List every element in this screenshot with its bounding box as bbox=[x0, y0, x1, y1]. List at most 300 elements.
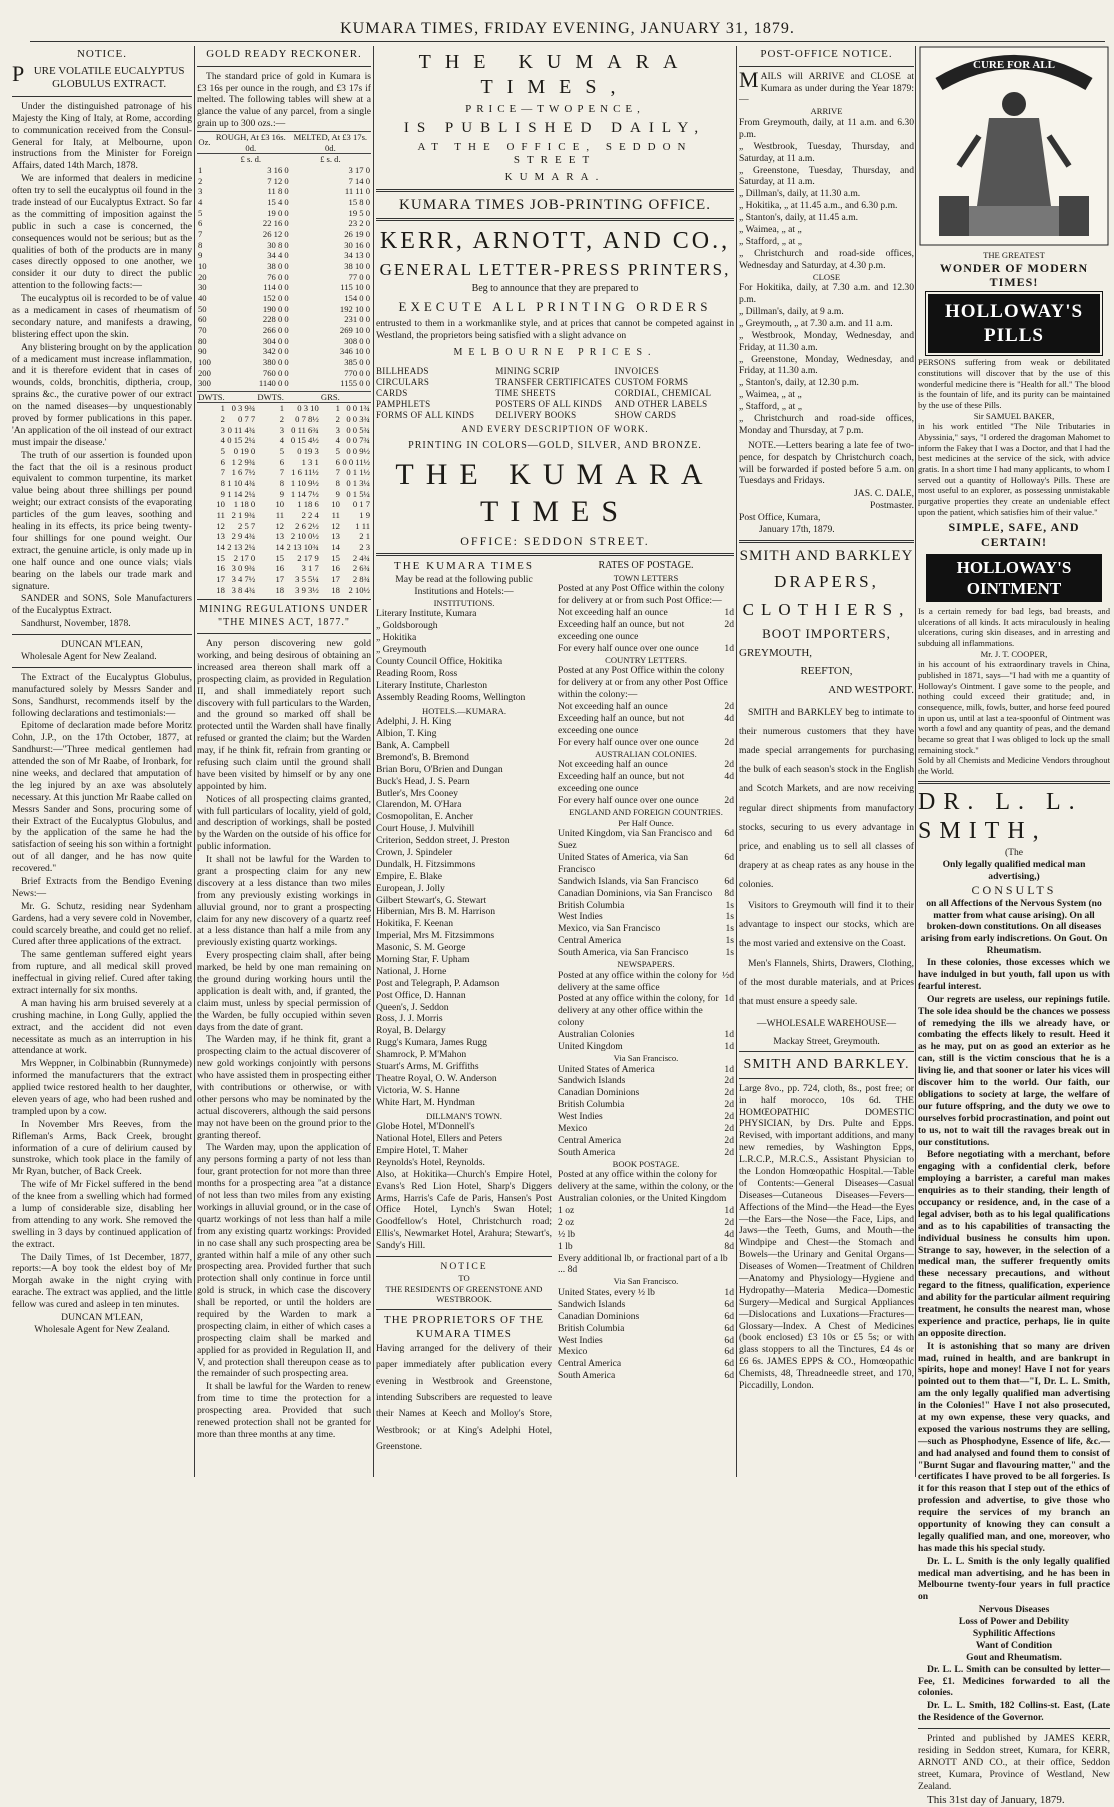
table-cell: 38 10 0 bbox=[344, 260, 370, 271]
rate-label: ½ lb bbox=[558, 1228, 576, 1240]
table-cell: 4 bbox=[335, 435, 340, 446]
table-cell: 7 bbox=[220, 467, 225, 478]
rate-row bbox=[558, 923, 734, 935]
table-cell: 14 bbox=[216, 542, 225, 553]
job-printing-title: KUMARA TIMES JOB-PRINTING OFFICE. bbox=[399, 196, 711, 213]
table-cell: 14 bbox=[331, 542, 340, 553]
rate-value: 8d bbox=[724, 1240, 734, 1252]
dwts-table: DWTS. DWTS. GRS. 1 0 3 9¾ 1 0 3 10 1 0 0 1¾ 2 0 7 7 2 0 7 8½ 2 0 0 3¾ 3 0 11 4¾ 3 0 11 6¾ 3 0 0 5¾ 4 0 15 2¼ 4 0 15 4½ 4 0 0 7¾ 5 0 19 0 5 0 19 3 5 0 0 9½ 6 1 2 9¾ 6 1 3 1 6 0 0 11½ 7 1 6 7½ 7 1 6 11½ 7 0 1 1½ 8 1 10 4¾ 8 1 10 9½ 8 0 1 3¼ 9 1 14 2¼ 9 1 14 7½ 9 0 1 5¼ 10 1 18 0 10 1 18 6 10 0 1 7 11 2 1 9¾ 11 2 2 4 11 1 9 12 2 5 7 12 2 6 2½ 12 1 11 13 2 9 4¾ 13 2 10 0½ 13 2 1 14 2 13 2¼ 14 2 13 10¾ 14 2 3 15 2 17 0 15 2 17 9 15 2 4¾ 16 3 0 9¾ 16 3 1 7 16 2 6¾ 17 3 4 7½ 17 3 5 5¼ 17 2 8¾ 18 3 8 4¾ 18 3 9 3½ 18 2 10½ bbox=[198, 391, 370, 595]
table-cell: 22 16 0 bbox=[262, 218, 289, 229]
table-cell: 0 15 2¼ bbox=[227, 435, 256, 446]
rate-row bbox=[558, 1358, 734, 1370]
list-item: Dundalk, H. Fitzsimmons bbox=[376, 858, 476, 870]
rate-label: Mexico bbox=[558, 1122, 588, 1134]
table-cell: 60 bbox=[198, 314, 207, 325]
rate-row bbox=[558, 643, 734, 655]
job-item: CARDS bbox=[376, 388, 408, 399]
list-item: „ Stanton's, daily, at 12.30 p.m. bbox=[739, 377, 859, 389]
simple-safe-heading: SIMPLE, SAFE, AND CERTAIN! bbox=[948, 520, 1080, 550]
table-cell: 2 5 7 bbox=[238, 520, 256, 531]
list-item: Shamrock, P. M'Mahon bbox=[376, 1049, 467, 1061]
rate-label: Canadian Dominions bbox=[558, 1310, 640, 1322]
list-item: Literary Institute, Charleston bbox=[376, 679, 488, 691]
rate-row bbox=[558, 970, 734, 994]
table-cell: 9 bbox=[198, 250, 203, 261]
list-item: Cosmopolitan, E. Ancher bbox=[376, 811, 473, 823]
table-cell: 34 13 0 bbox=[344, 250, 370, 261]
rate-label: South America bbox=[558, 1370, 616, 1382]
list-item: „ Westbrook, Tuesday, Thursday, and Saturday, at 11 a.m. bbox=[739, 140, 914, 164]
table-cell: 0 7 8½ bbox=[295, 414, 319, 425]
list-item: For Hokitika, daily, at 7.30 a.m. and 12.30 p.m. bbox=[739, 282, 914, 306]
table-cell: 190 0 0 bbox=[262, 303, 289, 314]
list-item: „ Dillman's, daily, at 11.30 a.m. bbox=[739, 188, 861, 200]
wonder-heading: WONDER OF MODERN TIMES! bbox=[939, 260, 1089, 290]
table-row bbox=[197, 197, 371, 208]
list-item: Empire Hotel, T. Maher bbox=[376, 1145, 468, 1157]
table-cell: 7 12 0 bbox=[267, 175, 289, 186]
rate-row bbox=[558, 1299, 734, 1311]
rate-row bbox=[558, 1229, 734, 1241]
job-item: TRANSFER CERTIFICATES bbox=[495, 376, 611, 387]
holloways-ointment-banner: HOLLOWAY'S OINTMENT bbox=[926, 554, 1102, 602]
list-item: Theatre Royal, O. W. Anderson bbox=[376, 1072, 497, 1084]
kumara-times-big: THE KUMARA TIMES bbox=[395, 458, 715, 529]
table-row bbox=[197, 282, 371, 293]
table-cell: 2 17 0 bbox=[233, 552, 256, 563]
table-cell: 0 19 3 bbox=[297, 446, 319, 457]
table-cell: 2 3 bbox=[359, 542, 370, 553]
table-row bbox=[197, 563, 371, 574]
list-item: „ Hokitika, „ at 11.45 a.m., and 6.30 p.m. bbox=[739, 200, 898, 212]
printers-title: GENERAL LETTER-PRESS PRINTERS, bbox=[379, 260, 731, 280]
table-row bbox=[197, 250, 371, 261]
column-rule bbox=[373, 46, 374, 1477]
list-item: „ Westbrook, Monday, Wednesday, and Friday, at 11.30 a.m. bbox=[739, 329, 914, 353]
list-item: Empire, E. Blake bbox=[376, 870, 443, 882]
rate-value: 2d bbox=[724, 1099, 734, 1111]
paragraph: We are informed that dealers in medicine often try to sell the eucalyptus oil found in the trade instead of our Eucalyptus Extract. So far as the committing of imposition against the public in such a case is concerned, the consequences would not be serious; but as the qualities of both of the products are in many cases directly opposed to one another, we consider it our duty to direct the public attention to the following facts:— bbox=[12, 173, 192, 292]
rate-value: 2d bbox=[724, 1146, 734, 1158]
table-cell: 19 0 0 bbox=[267, 207, 289, 218]
table-cell: 2 10½ bbox=[348, 584, 370, 595]
table-cell: 2 8¾ bbox=[352, 573, 370, 584]
table-cell: 2 bbox=[198, 175, 203, 186]
paragraph: entrusted to them in a workmanlike style, and at prices that cannot be competed against in Westland, the proprietors being satisfied with a slight advance on bbox=[376, 317, 734, 341]
rate-label: British Columbia bbox=[558, 1099, 625, 1111]
rate-label: Not exceeding half an ounce bbox=[558, 759, 668, 771]
list-item: Bank, A. Campbell bbox=[376, 739, 450, 751]
table-row bbox=[197, 346, 371, 357]
paragraph: Mrs Weppner, in Colbinabbin (Runnymede) informed the manufacturers that the extract applied twice restored health to her daughter, eleven years of age, who had been rushed and trampled upon by a cow. bbox=[12, 1058, 192, 1117]
rate-row bbox=[558, 1335, 734, 1347]
table-cell: 3 bbox=[198, 186, 203, 197]
rate-value: 8d bbox=[724, 887, 734, 899]
table-cell: 0 1 5¼ bbox=[346, 488, 370, 499]
table-cell: 1 10 4¾ bbox=[227, 478, 256, 489]
table-cell: 0 0 9½ bbox=[346, 446, 370, 457]
rate-row bbox=[558, 759, 734, 771]
rate-label: United Kingdom, via San Francisco and Suez bbox=[558, 828, 713, 852]
table-cell: 9 bbox=[335, 488, 340, 499]
list-item: National, J. Horne bbox=[376, 965, 447, 977]
rate-row bbox=[558, 1111, 734, 1123]
table-cell: 4 bbox=[220, 435, 225, 446]
rate-value: 1d bbox=[724, 1029, 734, 1041]
table-row bbox=[197, 165, 371, 176]
table-row bbox=[197, 521, 371, 532]
table-row bbox=[197, 336, 371, 347]
rate-row bbox=[558, 1075, 734, 1087]
job-item: DELIVERY BOOKS bbox=[495, 410, 577, 421]
rate-row bbox=[558, 737, 734, 749]
table-cell: 10 bbox=[198, 260, 207, 271]
table-row bbox=[197, 446, 371, 457]
column-eucalyptus bbox=[12, 46, 192, 1479]
table-cell: 5 bbox=[335, 446, 340, 457]
table-cell: 50 bbox=[198, 303, 207, 314]
rate-value: 1d bbox=[724, 1204, 734, 1216]
table-cell: 77 0 0 bbox=[348, 271, 370, 282]
list-item: County Council Office, Hokitika bbox=[376, 655, 503, 667]
table-row bbox=[197, 368, 371, 379]
rate-label: For every half ounce over one ounce bbox=[558, 736, 699, 748]
table-cell: 90 bbox=[198, 346, 207, 357]
town: KUMARA. bbox=[504, 171, 606, 184]
table-cell: 1 10 9½ bbox=[290, 478, 319, 489]
table-cell: 6 bbox=[198, 218, 203, 229]
list-item: Hibernian, Mrs B. M. Harrison bbox=[376, 906, 496, 918]
table-cell: 231 0 0 bbox=[344, 314, 370, 325]
paragraph: The eucalyptus oil is recorded to be of value as a medicament in cases of rheumatism of secondary nature, and manifests a drawing, blistering effect upon the skin. bbox=[12, 293, 192, 340]
paragraph: Any person discovering new gold working, and being desirous of obtaining an increased area thereon shall mark off a prospecting claim, as provided in Regulation II, and shall immediately report such discovery with full particulars to the Warden, and the ground so marked off shall be protected until the Warden shall have finally refused or granted the claim; but the Warden may, if he think fit, refrain from granting or refusing such claim until the ground shall have been visited by himself or by any one appointed by him. bbox=[197, 638, 371, 792]
rates-of-postage: RATES OF POSTAGE. TOWN LETTERS Posted at any Post Office within the colony for delivery at or from such Post Office:— Not exceeding half an ounce 1d Exceeding half an ounce, but not exceeding one ounce 2d For every half ounce over one ounce 1d COUNTRY LETTERS. Posted at any Post Office within the colony for delivery at or from any other Post Office within the colony:— Not exceeding half an ounce 2d Exceeding half an ounce, but not exceeding one ounce 4d For every half ounce over one ounce 2d AUSTRALIAN COLONIES. Not exceeding half an ounce 2d Exceeding half an ounce, but not exceeding one ounce 4d For every half ounce over one ounce 2d ENGLAND AND FOREIGN COUNTRIES. Per Half Ounce. United Kingdom, via San Francisco and Suez 6d United States of America, via San Francisco 6d Sandwich Islands, via San Francisco 6d Canadian Dominions, via San Francisco 8d British Columbia 1s West Indies 1s Mexico, via San Francisco 1s Central America 1s South America, via San Francisco 1s NEWSPAPERS. Posted at any office within the colony for delivery at the same office ½d Posted at any office within the colony, for delivery at any other office within the colony 1d Australian Colonies 1d United Kingdom 1d Via San Francisco. United States of America 1d Sandwich Islands 2d Canadian Dominions 2d British Columbia 2d West Indies 2d Mexico 2d Central America 2d South America 2d BOOK POSTAGE. Posted at any office within the colony for delivery at the same, within the colony, or the Australian colonies, or the United Kingdom 1 oz 1d 2 oz 2d ½ lb 4d 1 lb 8d Every additional lb, or fractional part of a lb ... 8d Via San Francisco. United States, every ½ lb 1d Sandwich Islands 6d Canadian Dominions 6d British Columbia 6d West Indies 6d Mexico 6d Central America 6d South America 6d bbox=[558, 560, 734, 1382]
table-cell: 0 0 3¾ bbox=[346, 414, 370, 425]
table-cell: 5 bbox=[198, 207, 203, 218]
table-row bbox=[197, 510, 371, 521]
holloway-illustration bbox=[918, 46, 1110, 246]
table-row bbox=[197, 467, 371, 478]
smith-barkley-title: SMITH AND BARKLEY bbox=[739, 547, 914, 564]
list-item: Court House, J. Mulvihill bbox=[376, 823, 475, 835]
table-cell: 0 15 4½ bbox=[290, 435, 319, 446]
table-cell: 0 0 1¾ bbox=[346, 403, 370, 414]
table-cell: 300 bbox=[198, 378, 211, 389]
rate-row bbox=[558, 1135, 734, 1147]
paragraph: The Warden may, upon the application of any persons forming a party of not less than four, grant protection for not more than three months for a prospecting area "at a distance of not less than two miles from any existing workings in alluvial ground, or in the case of quartz workings of not less than half a mile from any existing quartz workings: Provided in no case shall any such prospecting area be granted within half a mile of any other such prospecting area. Provided further that such protection shall only continue in force until gold is struck, in which case the discovery shall be reported, or until the holders are required by the Warden to mark a prospecting claim, in either of which cases a prospecting claim shall be marked and applied for as provided in Regulation II, and V, and protection shall thereupon cease as to the remainder of such prospecting area. bbox=[197, 1142, 371, 1380]
table-row bbox=[197, 378, 371, 389]
table-cell: 0 0 5¾ bbox=[346, 424, 370, 435]
table-cell: 11 11 0 bbox=[344, 186, 370, 197]
rate-row bbox=[558, 1323, 734, 1335]
list-item: Queen's, J. Seddon bbox=[376, 1001, 449, 1013]
job-item: PAMPHLETS bbox=[376, 399, 431, 410]
rate-value: 6d bbox=[724, 1346, 734, 1358]
table-row bbox=[197, 272, 371, 283]
paper-title: THE KUMARA TIMES, bbox=[418, 51, 692, 98]
list-item: Loss of Power and Debility bbox=[958, 1616, 1070, 1628]
table-cell: 30 bbox=[198, 282, 207, 293]
table-cell: 14 bbox=[275, 542, 285, 553]
table-cell: 1 11 bbox=[355, 520, 370, 531]
list-item: Buck's Head, J. S. Pearn bbox=[376, 775, 470, 787]
table-row bbox=[197, 542, 371, 553]
rate-label: 1 oz bbox=[558, 1204, 575, 1216]
holloways-pills-banner: HOLLOWAY'S PILLS bbox=[928, 294, 1100, 353]
table-cell: 13 bbox=[275, 531, 285, 542]
rate-label: British Columbia bbox=[558, 1322, 625, 1334]
list-item: Butler's, Mrs Cooney bbox=[376, 787, 458, 799]
column-post-office: POST-OFFICE NOTICE. MAILS will ARRIVE and CLOSE at Kumara as under during the Year 1879:— ARRIVE From Greymouth, daily, at 11 a.m. and 6.30 p.m. „ Westbrook, Tuesday, Thursday, and Saturday, at 11 a.m. „ Greenstone, Tuesday, Thursday, and Saturday, at 11 a.m. „ Dillman's, daily, at 11.30 a.m. „ Hokitika, „ at 11.45 a.m., and 6.30 p.m. „ Stanton's, daily, at 11.45 a.m. „ Waimea, „ at „ „ Stafford, „ at „ „ Christchurch and road-side offices, Wednesday and Saturday, at 4.30 p.m. CLOSE For Hokitika, daily, at 7.30 a.m. and 12.30 p.m. „ Dillman's, daily, at 9 a.m. „ Greymouth, „ at 7.30 a.m. and 11 a.m. „ Westbrook, Monday, Wednesday, and Friday, at 11.30 a.m. „ Greenstone, Monday, Wednesday, and Friday, at 11.30 a.m. „ Stanton's, daily, at 12.30 p.m. „ Waimea, „ at „ „ Stafford, „ at „ „ Christchurch and road-side offices, Monday and Thursday, at 7 p.m. NOTE.—Letters bearing a late fee of two-pence, for despatch by Christchurch coach, will be forwarded if posted before 5 a.m. on Tuesdays and Fridays. JAS. C. DALE, Postmaster. Post Office, Kumara, January 17th, 1879. SMITH AND BARKLEY DRAPERS, CLOTHIERS, BOOT IMPORTERS, GREYMOUTH, REEFTON, AND WESTPORT. SMITH and BARKLEY beg to intimate to their numerous customers that they have made special arrangements for purchasing the bulk of each season's stock in the English and Scotch Markets, and are now receiving regular direct shipments from manufactory stocks, securing to us every advantage in price, and enabling us to sell all classes of drapery at as cheap rates as any house in the colonies. Visitors to Greymouth will find it to their advantage to inspect our stocks, which are the most varied and extensive on the Coast. Men's Flannels, Shirts, Drawers, Clothing, of the most durable materials, and at Prices that must ensure a speedy sale. —WHOLESALE WAREHOUSE— Mackay Street, Greymouth. SMITH AND BARKLEY. Large 8vo., pp. 724, cloth, 8s., post free; or in half morocco, 10s 6d. THE HOMŒOPATHIC DOMESTIC PHYSICIAN, by Drs. Pulte and Epps. Revised, with important additions, and many new remedies, by Washington Epps, L.R.C.P., M.R.C.S., Assistant Physician to the London Homœopathic Hospital.—Table of Contents:—General Diseases—Casual Diseases—Cutaneous Diseases—Fevers—Affections of the Mind—the Head—the Eyes—the Ears—the Nose—the Face, Lips, and Jaws—the Teeth, Gums, and Mouth—the Windpipe and Chest—the Stomach and Bowels—the Urinary and Genital Organs—Diseases of Women—Treatment of Children—Anatomy and Physiology—Hygiene and Hydropathy—Materia Medica—Domestic Surgery—Medical and Surgical Appliances—Dislocations and Luxations—Fractures—Glossary—Index. A Chest of Medicines (book enclosed) £3 10s or £5 5s; or with glass stoppers to all the Tinctures, £4 4s or £6 6s. JAMES EPPS & CO., Homœopathic Chemists, 48, Threadneedle street, and 170, Piccadilly, London. bbox=[739, 48, 914, 1392]
cure-banner: CURE FOR ALL bbox=[973, 59, 1055, 71]
table-row bbox=[197, 531, 371, 542]
rate-row bbox=[558, 888, 734, 900]
table-cell: 0 0 11½ bbox=[342, 456, 370, 467]
list-item: White Hart, M. Hyndman bbox=[376, 1096, 475, 1108]
table-cell: 19 5 0 bbox=[348, 207, 370, 218]
list-item: „ Stanton's, daily, at 11.45 a.m. bbox=[739, 212, 859, 224]
column-rule bbox=[915, 46, 916, 1477]
rate-label: Sandwich Islands, via San Francisco bbox=[558, 875, 699, 887]
rate-row bbox=[558, 1041, 734, 1053]
rate-row bbox=[558, 1099, 734, 1111]
rate-value: 1d bbox=[724, 1286, 734, 1298]
table-cell: 154 0 0 bbox=[344, 292, 370, 303]
table-cell: 3 8 4¾ bbox=[231, 584, 256, 595]
rate-value: 6d bbox=[724, 1322, 734, 1334]
rate-value: 2d bbox=[724, 1111, 734, 1123]
table-cell: 1 bbox=[279, 403, 285, 414]
office-address: AT THE OFFICE, SEDDON STREET bbox=[417, 140, 693, 167]
table-cell: 12 bbox=[275, 520, 285, 531]
job-list bbox=[376, 366, 734, 422]
table-cell: 15 bbox=[275, 552, 285, 563]
table-cell: 12 bbox=[331, 520, 340, 531]
rate-row bbox=[558, 619, 734, 643]
table-cell: 100 bbox=[198, 356, 211, 367]
table-cell: 6 bbox=[279, 456, 285, 467]
table-cell: 3 16 0 bbox=[267, 165, 289, 176]
table-row bbox=[197, 585, 371, 596]
paragraph: The truth of our assertion is founded upon the fact that the oil is a resinous product equivalent to common turpentine, its market value being about three shillings per pound weight; our extract consists of the evaporating particles of the gum leaves, soothing and healing in its effects, its price being twenty-four shillings for one pound weight. Our extract, the genuine article, is only made up in one half ounce and one ounce vials; vials bearing on the labels our trade mark and signature. bbox=[12, 449, 192, 592]
paragraph: SANDER and SONS, Sole Manufacturers of the Eucalyptus Extract. bbox=[12, 593, 192, 617]
job-item: SHOW CARDS bbox=[614, 410, 677, 421]
rate-label: Sandwich Islands bbox=[558, 1298, 626, 1310]
table-cell: 269 10 0 bbox=[339, 324, 370, 335]
paragraph: Sandhurst, November, 1878. bbox=[21, 618, 131, 630]
rate-value: 1d bbox=[724, 607, 734, 619]
table-cell: 18 bbox=[275, 584, 285, 595]
list-item: Brian Boru, O'Brien and Dungan bbox=[376, 763, 503, 775]
table-cell: 16 bbox=[275, 563, 285, 574]
dateline: This 31st day of January, 1879. bbox=[927, 1793, 1065, 1806]
table-cell: 2 bbox=[220, 414, 225, 425]
job-item: INVOICES bbox=[614, 365, 660, 376]
table-row bbox=[197, 261, 371, 272]
table-cell: 10 bbox=[216, 499, 225, 510]
rate-value: 1d bbox=[724, 1063, 734, 1075]
signature: DUNCAN M'LEAN, bbox=[61, 1312, 143, 1324]
table-row bbox=[197, 229, 371, 240]
table-cell: 5 bbox=[220, 446, 225, 457]
table-cell: 2 9 4¾ bbox=[231, 531, 256, 542]
table-cell: 9 bbox=[279, 488, 285, 499]
read-at-list: THE KUMARA TIMES May be read at the following public Institutions and Hotels:— INSTITUTIONS. Literary Institute, Kumara „ Goldsborough „ Hokitika „ Greymouth County Council Office, Hokitika Reading Room, Ross Literary Institute, Charleston Assembly Reading Rooms, Wellington HOTELS.—KUMARA. Adelphi, J. H. King Albion, T. King Bank, A. Campbell Bremond's, B. Bremond Brian Boru, O'Brien and Dungan Buck's Head, J. S. Pearn Butler's, Mrs Cooney Clarendon, M. O'Hara Cosmopolitan, E. Ancher Court House, J. Mulvihill Criterion, Seddon street, J. Preston Crown, J. Spindeler Dundalk, H. Fitzsimmons Empire, E. Blake European, J. Jolly Gilbert Stewart's, G. Stewart Hibernian, Mrs B. M. Harrison Hokitika, F. Keenan Imperial, Mrs M. Fitzsimmons Masonic, S. M. George Morning Star, F. Upham National, J. Horne Post and Telegraph, P. Adamson Post Office, D. Hannan Queen's, J. Seddon Ross, J. J. Morris Royal, B. Delargy Rugg's Kumara, James Rugg Shamrock, P. M'Mahon Stuart's Arms, M. Griffiths Theatre Royal, O. W. Anderson Victoria, W. S. Hanne White Hart, M. Hyndman DILLMAN'S TOWN. Globe Hotel, M'Donnell's National Hotel, Ellers and Peters Empire Hotel, T. Maher Reynolds's Hotel, Reynolds. Also, at Hokitika—Church's Empire Hotel, Evans's Red Lion Hotel, Sharp's Diggers Arms, Harris's Cafe de Paris, Hansen's Post Office Hotel, Lynch's Swan Hotel; Goodfellow's Hotel, Christchurch road; Ellis's, Newmarket Hotel, Arahura; Stewart's, Sandy's Hill. NOTICE TO THE RESIDENTS OF GREENSTONE AND WESTBROOK. THE PROPRIETORS OF THE KUMARA TIMES Having arranged for the delivery of their paper immediately after publication every evening in Westbrook and Greenstone, intending Subscribers are requested to leave their Names at Keech and Molloy's Store, Westbrook; or at King's Adelphi Hotel, Greenstone. bbox=[376, 560, 552, 1452]
paragraph: Brief Extracts from the Bendigo Evening News:— bbox=[12, 875, 192, 899]
job-item: CORDIAL, CHEMICAL bbox=[614, 388, 712, 399]
list-item: „ Hokitika bbox=[376, 632, 417, 644]
column-rule bbox=[736, 46, 737, 1477]
rate-label: Exceeding half an ounce, but not exceeding one ounce bbox=[558, 712, 685, 736]
table-cell: 0 19 0 bbox=[233, 446, 256, 457]
rate-label: United States of America bbox=[558, 1063, 655, 1075]
rate-row bbox=[558, 1241, 734, 1253]
rate-row bbox=[558, 1123, 734, 1135]
rate-value: 1s bbox=[725, 911, 734, 923]
table-cell: 6 bbox=[220, 456, 225, 467]
table-cell: 10 bbox=[275, 499, 285, 510]
rate-label: Central America bbox=[558, 1134, 622, 1146]
rate-label: Sandwich Islands bbox=[558, 1075, 626, 1087]
paragraph: Any blistering brought on by the application of a medicament must increase inflammation, and it is therefore evident that in cases of wounds, colds, bronchitis, diptheria, croup, sprains &c., the curative power of our extract on the named diseases—by unquestionably proved by former publications in this paper. 'An application of the oil instead of our extract must impair the disease.' bbox=[12, 341, 192, 448]
rate-row bbox=[558, 771, 734, 795]
rate-row bbox=[558, 935, 734, 947]
list-item: Literary Institute, Kumara bbox=[376, 608, 477, 620]
melbourne-prices: MELBOURNE PRICES. bbox=[453, 347, 657, 359]
table-cell: 1 14 2¼ bbox=[227, 488, 256, 499]
table-cell: 30 16 0 bbox=[344, 239, 370, 250]
table-cell: 3 bbox=[279, 424, 285, 435]
table-cell: 2 6¾ bbox=[352, 563, 370, 574]
table-cell: 38 0 0 bbox=[267, 260, 289, 271]
list-item: „ Greenstone, Monday, Wednesday, and Friday, at 11.30 a.m. bbox=[739, 353, 914, 377]
job-item: CUSTOM FORMS bbox=[614, 376, 689, 387]
list-item: Post Office, D. Hannan bbox=[376, 989, 466, 1001]
rate-row bbox=[558, 795, 734, 807]
rate-row bbox=[558, 1311, 734, 1323]
table-cell: 2 bbox=[279, 414, 285, 425]
rate-label: United States of America, via San Francisco bbox=[558, 851, 689, 875]
list-item: Rugg's Kumara, James Rugg bbox=[376, 1037, 487, 1049]
table-cell: 0 1 1½ bbox=[346, 467, 370, 478]
table-cell: 7 bbox=[335, 467, 340, 478]
paragraph: The same gentleman suffered eight years from rupture, and all medical skill proved ineffectual in giving relief. Cured after taking extract internally for six months. bbox=[12, 949, 192, 996]
list-item: „ Christchurch and road-side offices, Wednesday and Saturday, at 4.30 p.m. bbox=[739, 247, 914, 271]
column-rule bbox=[194, 46, 195, 1477]
table-cell: 1 bbox=[220, 403, 225, 414]
table-cell: 3 bbox=[335, 424, 340, 435]
table-cell: 2 17 9 bbox=[297, 552, 319, 563]
rate-row bbox=[558, 1217, 734, 1229]
list-item: „ Greenstone, Tuesday, Thursday, and Saturday, at 11 a.m. bbox=[739, 164, 914, 188]
rate-value: 2d bbox=[724, 736, 734, 748]
table-row bbox=[197, 304, 371, 315]
job-item: AND OTHER LABELS bbox=[614, 399, 708, 410]
list-item: Criterion, Seddon street, J. Preston bbox=[376, 835, 510, 847]
printing-colors: PRINTING IN COLORS—GOLD, SILVER, AND BRONZE. bbox=[408, 439, 702, 451]
rate-value: 4d bbox=[724, 771, 734, 783]
signature-title: Wholesale Agent for New Zealand. bbox=[34, 1323, 170, 1335]
list-item: Reynolds's Hotel, Reynolds. bbox=[376, 1156, 485, 1168]
list-item: „ Stafford, „ at „ bbox=[739, 235, 802, 247]
rate-label: Canadian Dominions bbox=[558, 1087, 640, 1099]
rate-value: 6d bbox=[724, 1358, 734, 1370]
rate-label: For every half ounce over one ounce bbox=[558, 794, 699, 806]
list-item: Post and Telegraph, P. Adamson bbox=[376, 977, 500, 989]
table-cell: 2 13 2¼ bbox=[227, 542, 256, 553]
table-cell: 0 11 6¾ bbox=[291, 424, 319, 435]
table-cell: 0 7 7 bbox=[238, 414, 256, 425]
table-cell: 5 bbox=[279, 446, 285, 457]
rate-value: 6d bbox=[724, 1298, 734, 1310]
list-item: Gout and Rheumatism. bbox=[966, 1651, 1062, 1663]
table-cell: 115 10 0 bbox=[340, 282, 370, 293]
table-cell: 342 0 0 bbox=[262, 346, 289, 357]
table-cell: 1 6 7½ bbox=[231, 467, 256, 478]
table-cell: 2 1 9¾ bbox=[231, 510, 256, 521]
list-item: National Hotel, Ellers and Peters bbox=[376, 1133, 503, 1145]
rate-value: 2d bbox=[724, 794, 734, 806]
paragraph: Notices of all prospecting claims granted, with full particulars of locality, yield of gold, and description of workings, shall be posted by the Warden on the outside of his office for public information. bbox=[197, 793, 371, 853]
paragraph: A man having his arm bruised severely at a crushing machine, in Long Gully, applied the extract, and the accident did not even necessitate as much as an interruption in his attendance at work. bbox=[12, 997, 192, 1057]
list-item: „ Goldsborough bbox=[376, 620, 438, 632]
office-seddon: OFFICE: SEDDON STREET. bbox=[460, 534, 650, 549]
rate-label: West Indies bbox=[558, 1111, 603, 1123]
rate-value: 4d bbox=[724, 712, 734, 724]
table-cell: 266 0 0 bbox=[262, 324, 289, 335]
post-office-title: POST-OFFICE NOTICE. bbox=[760, 48, 893, 60]
rate-value: 1d bbox=[724, 1040, 734, 1052]
column-holloway: CURE FOR ALL THE GREATEST WONDER OF MODERN TIMES! HOLLOWAY'S PILLS PERSONS suffering from weak or debilitated constitutions will discover that by the use of this wonderful medicine there is "Health for all." The blood is the fountain of life, and its purity can be maintained by the use of these Pills. Sir SAMUEL BAKER, in his work entitled "The Nile Tributaries in Abyssinia," says, "I ordered the dragoman Mahomet to inform the Fakey that I was a Doctor, and that I had the best medicines at the service of the sick, with advice gratis. In a short time I had many applicants, to whom I served out a quantity of Holloway's Pills. These are most useful to an explorer, as possessing unmistakable purgative properties they create an undeniable effect upon the patient, which satisfies him of their value." SIMPLE, SAFE, AND CERTAIN! HOLLOWAY'S OINTMENT Is a certain remedy for bad legs, bad breasts, and ulcerations of all kinds. It acts miraculously in healing ulcerations, curing skin diseases, and in arresting and subduing all inflammations. Mr. J. T. COOPER, in his account of his extraordinary travels in China, published in 1871, says—"I had with me a quantity of Holloway's Ointment. I gave some to the people, and nothing could exceed their gratitude; and, in consequence, milk, fowls, butter, and horse feed poured in upon us, until at last a tea-spoonful of Ointment was worth a fowl and any quantity of peas, and the demand became so great that I was obliged to lock up the small remaining stock." Sold by all Chemists and Medicine Vendors throughout the World. DR. L. L. SMITH, (The Only legally qualified medical man advertising,) CONSULTS on all Affections of the Nervous System (no matter from what cause arising). On all broken-down constitutions. On all diseases arising from early indiscretions. On Gout. On Rheumatism. In these colonies, those excesses which we have indulged in but youth, fall upon us with fearful interest. Our regrets are useless, our repinings futile. The sole idea should be the chances we possess of remedying the ills we already have, or combating the effects likely to result. Heed it as he may, put on as good an exterior as he can, still is the victim conscious that he is a living lie, and that sooner or later his vices will discover him to the world. Our faith, our obligations to society at large, the welfare of our future offspring, and the duty we owe to ourselves forbid procrastination, and point out to us, not to wait till the ravages break out in our constitutions. Before negotiating with a merchant, before engaging with a confidential clerk, before employing a barrister, a careful man makes enquiries as to their standing, their length of occupancy or residence, and, in the case of a legal adviser, both as to his legal qualifications and as to his capabilities of transacting the individual business he consults him upon. Strange to say, however, in the selection of a medical man, the sufferer frequently omits these necessary precautions, and without regard to the fitness, qualification, experience and ability for the particular ailment requiring treatment, he consults the nearest man, whose experience and practice, perhaps, lie in quite an opposite direction. It is astonishing that so many are driven mad, ruined in health, and are bankrupt in spirits, hope and money! Have I not for years pointed out to them that—"I, Dr. L. L. Smith, am the only legally qualified man advertising in the Colonies!" Have I not also prosecuted, at my own expense, these very quacks, and exposed the various nostrums they are selling,—such as Phosphodyne, Essence of life, &c.—and had analysed and found them to consist of "Burnt Sugar and flavouring matter," and the certificates I have proved to be all forgeries. Is it for this reason that I step out of the ethics of profession and advertise, to give those who require the services of my branch an opportunity of knowing they can consult a legally qualified man, and one, moreover, who has made this his special study. Dr. L. L. Smith is the only legally qualified medical man advertising, and he has been in Melbourne twenty-four years in full practice on Nervous Diseases Loss of Power and Debility Syphilitic Affections Want of Condition Gout and Rheumatism. Dr. L. L. Smith can be consulted by letter—Fee, £1. Medicines forwarded to all the colonies. Dr. L. L. Smith, 182 Collins-st. East, (Late the Residence of the Governor. Printed and published by JAMES KERR, residing in Seddon street, Kumara, for KERR, ARNOTT AND CO., at their office, Seddon street, Kumara, Province of Westland, New Zealand. This 31st day of January, 1879. bbox=[918, 46, 1110, 1479]
signature: DUNCAN M'LEAN, bbox=[61, 639, 143, 651]
rate-row bbox=[558, 900, 734, 912]
rate-value: 1d bbox=[724, 993, 734, 1005]
table-cell: 4 bbox=[198, 197, 203, 208]
table-row bbox=[197, 489, 371, 500]
rate-label: Exceeding half an ounce, but not exceeding one ounce bbox=[558, 619, 685, 642]
table-cell: 9 bbox=[220, 488, 225, 499]
rate-label: West Indies bbox=[558, 1334, 603, 1346]
job-item: TIME SHEETS bbox=[495, 388, 556, 399]
list-item: „ Waimea, „ at „ bbox=[739, 389, 802, 401]
paragraph: In November Mrs Reeves, from the Rifleman's Arms, Back Creek, brought information of a cure of delirium caused by sunstroke, which took place in the family of Mr Ryan, butcher, of Back Creek. bbox=[12, 1118, 192, 1178]
rate-row bbox=[558, 1147, 734, 1159]
rate-value: 6d bbox=[724, 1370, 734, 1382]
list-item: Hokitika, F. Keenan bbox=[376, 918, 454, 930]
rate-label: British Columbia bbox=[558, 899, 625, 911]
list-item: „ Christchurch and road-side offices, Monday and Thursday, at 7 p.m. bbox=[739, 412, 914, 436]
column-gold-reckoner bbox=[197, 46, 371, 1479]
rate-value: 2d bbox=[724, 1087, 734, 1099]
table-row bbox=[197, 357, 371, 368]
execute-line: EXECUTE ALL PRINTING ORDERS bbox=[398, 298, 712, 314]
list-item: Nervous Diseases bbox=[978, 1604, 1050, 1616]
dr-smith-title: DR. L. L. SMITH, bbox=[918, 788, 1083, 845]
table-row bbox=[197, 293, 371, 304]
rate-row bbox=[558, 993, 734, 1029]
table-cell: 385 0 0 bbox=[344, 356, 370, 367]
table-cell: 228 0 0 bbox=[262, 314, 289, 325]
paragraph: The Warden may, if he think fit, grant a prospecting claim to the actual discoverer of new gold workings conjointly with persons who have assisted them in prospecting either with contributions or otherwise, or with other persons who may be nominated by the actual discoverers, although the said persons may not have been on the ground prior to the granting thereof. bbox=[197, 1034, 371, 1141]
table-cell: 20 bbox=[198, 271, 207, 282]
table-cell: 1 6 11½ bbox=[291, 467, 319, 478]
table-row bbox=[197, 553, 371, 564]
list-item: Reading Room, Ross bbox=[376, 667, 458, 679]
list-item: Albion, T. King bbox=[376, 728, 437, 740]
rate-row bbox=[558, 713, 734, 737]
list-item: Victoria, W. S. Hanne bbox=[376, 1084, 460, 1096]
list-item: Assembly Reading Rooms, Wellington bbox=[376, 691, 526, 703]
